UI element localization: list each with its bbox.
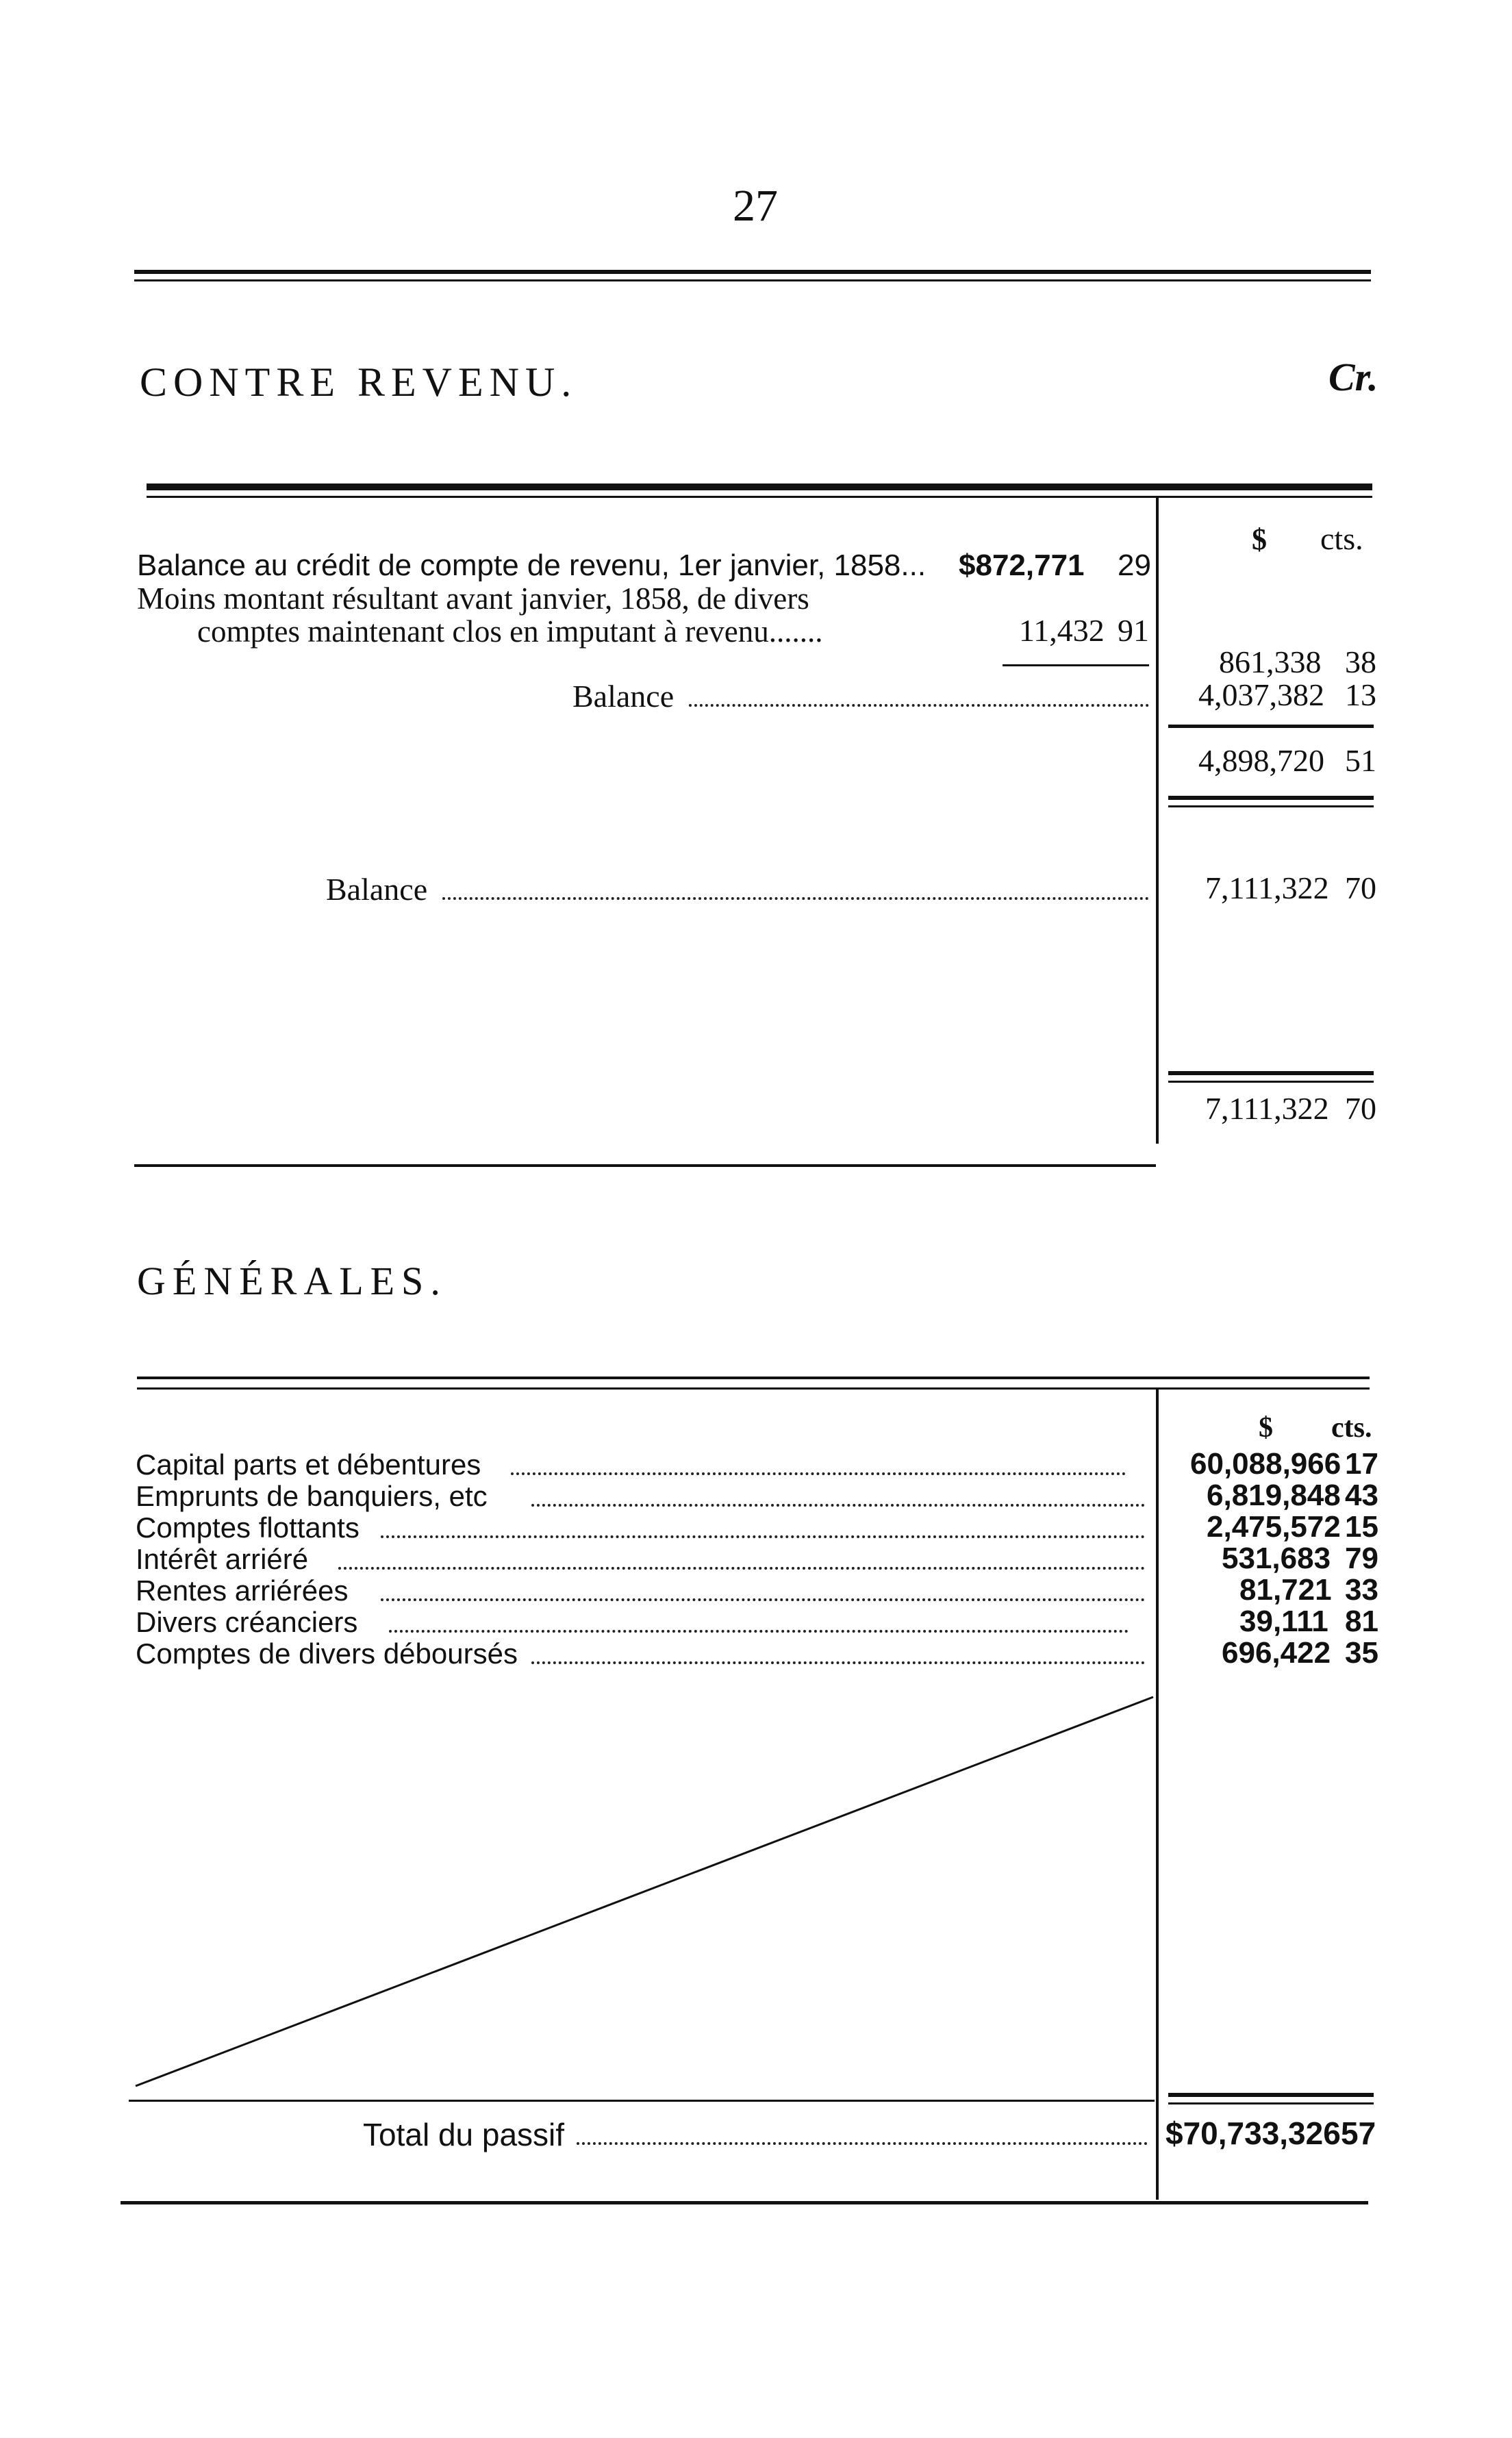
credit-label: Cr. [1328,355,1378,399]
revenue-line-3: comptes maintenant clos en imputant à revenu....... [197,614,823,649]
total-liabilities-cents: 57 [1341,2115,1376,2151]
liability-amount-interet: 531,683 [1222,1542,1331,1575]
liability-label-capital: Capital parts et débentures [136,1448,481,1481]
liability-cents-capital: 17 [1345,1447,1378,1481]
revenue-line-2: Moins montant résultant avant janvier, 1858, de divers [137,581,809,616]
revenue-subtotal-amount: 4,898,720 [1198,743,1324,778]
section-title-contre-revenu: CONTRE REVENU. [140,360,578,405]
total-liabilities-leader [577,2142,1148,2145]
table1-header-dollar: $ [1252,523,1267,556]
table2-total-rule-right-2 [1168,2102,1374,2104]
liability-cents-emprunts: 43 [1345,1479,1378,1512]
revenue-total-cents: 70 [1345,1091,1376,1126]
table2-header-cents: cts. [1331,1412,1372,1444]
liability-cents-flottants: 15 [1345,1510,1378,1544]
liability-cents-interet: 79 [1345,1542,1378,1575]
revenue-net-amount: 861,338 [1219,644,1322,679]
liability-label-deboursés: Comptes de divers déboursés [136,1637,518,1670]
table2-header-dollar: $ [1259,1412,1273,1444]
liability-label-interet: Intérêt arriéré [136,1543,309,1575]
table2-total-rule-right-1 [1168,2093,1374,2097]
liability-label-rentes: Rentes arriérées [136,1574,349,1607]
liability-amount-creanciers: 39,111 [1239,1605,1328,1638]
table1-header-cents: cts. [1320,521,1363,556]
revenue-line-1-amount: $872,771 [959,549,1085,582]
revenue-balance-amount: 4,037,382 [1198,677,1324,712]
page-bottom-rule [121,2201,1368,2204]
liability-cents-creanciers: 81 [1345,1605,1378,1638]
liability-amount-flottants: 2,475,572 [1207,1510,1341,1544]
liability-amount-rentes: 81,721 [1239,1573,1332,1607]
revenue-subtotal-cents: 51 [1345,743,1376,778]
liability-label-flottants: Comptes flottants [136,1511,360,1544]
revenue-line-3-amount: 11,432 [1019,613,1105,648]
liability-amount-deboursés: 696,422 [1222,1636,1331,1670]
revenue-balance-label: Balance [572,679,675,714]
revenue-balance2-cents: 70 [1345,870,1376,905]
revenue-balance2-label: Balance [326,872,428,907]
liability-cents-rentes: 33 [1345,1573,1378,1607]
revenue-balance-cents: 13 [1345,677,1376,712]
liability-label-emprunts: Emprunts de banquiers, etc [136,1480,488,1512]
revenue-total-amount: 7,111,322 [1205,1091,1329,1126]
liability-amount-emprunts: 6,819,848 [1207,1479,1341,1512]
section-title-generales: GÉNÉRALES. [137,1259,447,1303]
total-liabilities-label: Total du passif [363,2117,565,2152]
revenue-line-1-cents: 29 [1118,549,1151,582]
liability-cents-deboursés: 35 [1345,1636,1378,1670]
table2-total-rule-left [129,2100,1155,2102]
revenue-net-cents: 38 [1345,644,1376,679]
page-number: 27 [733,181,778,231]
revenue-balance2-amount: 7,111,322 [1205,870,1329,905]
liability-label-creanciers: Divers créanciers [136,1606,358,1638]
revenue-line-1: Balance au crédit de compte de revenu, 1er janvier, 1858... [137,549,927,582]
total-liabilities-amount: $70,733,326 [1166,2115,1341,2151]
liability-amount-capital: 60,088,966 [1190,1447,1341,1481]
revenue-line-3-cents: 91 [1118,613,1149,648]
